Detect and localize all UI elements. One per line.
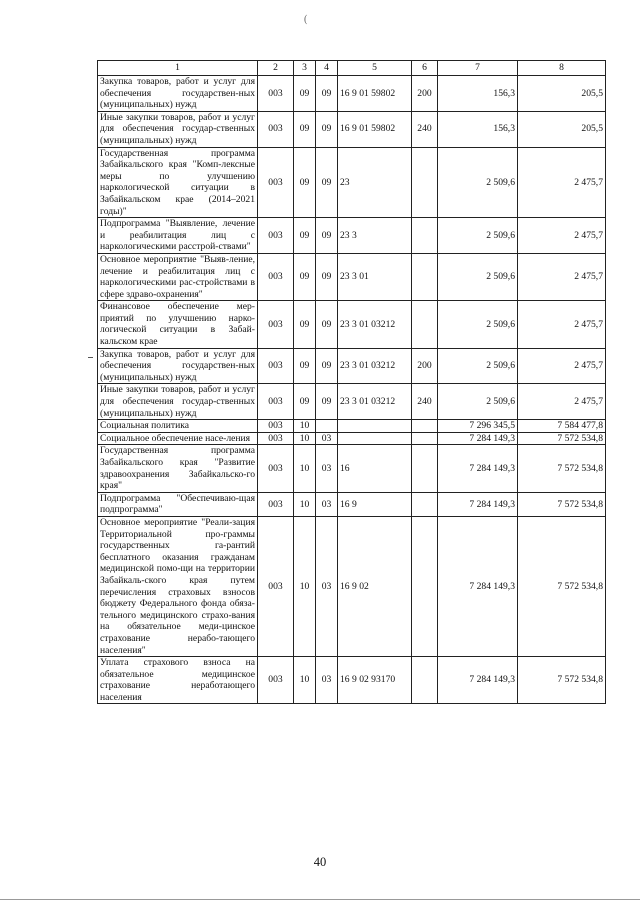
cell-sum1: 2 509,6 (438, 301, 518, 348)
cell-pr: 03 (316, 516, 338, 656)
cell-rz: 09 (294, 384, 316, 420)
cell-sum2: 7 584 477,8 (518, 420, 606, 433)
cell-rz: 09 (294, 147, 316, 218)
cell-vr (412, 147, 438, 218)
cell-rz: 10 (294, 420, 316, 433)
header-cell-name: 1 (98, 61, 258, 76)
cell-vr (412, 218, 438, 254)
cell-csr: 16 9 01 59802 (338, 111, 412, 147)
cell-name: Подпрограмма "Обеспечиваю-щая подпрограмма" (98, 492, 258, 516)
cell-sum1: 2 509,6 (438, 147, 518, 218)
cell-pr: 09 (316, 253, 338, 300)
cell-pr: 09 (316, 147, 338, 218)
cell-name: Закупка товаров, работ и услуг для обеспечения государствен-ных (муниципальных) нужд (98, 76, 258, 112)
header-cell-rz: 3 (294, 61, 316, 76)
cell-sum2: 205,5 (518, 111, 606, 147)
cell-gr: 003 (258, 301, 294, 348)
cell-pr: 09 (316, 76, 338, 112)
cell-gr: 003 (258, 384, 294, 420)
table-row (98, 445, 606, 492)
cell-name: Основное мероприятие "Реали-зация Территориальной про-граммы государственных га-рантий бесплатного оказания гражданам медицинской помо-щи на территории Забайкаль-ского края путем перечисления страховых взносов бюджету Федерального фонда обяза-тельного медицинского страхо-вания на обязательное меди-цинское страхование нерабо-тающего населения" (98, 516, 258, 656)
cell-sum1: 2 509,6 (438, 348, 518, 384)
cell-name: Основное мероприятие "Выяв-ление, лечение и реабилитация лиц с наркологическими рас-стройствами в сфере здраво-охранения" (98, 253, 258, 300)
header-cell-csr: 5 (338, 61, 412, 76)
cell-vr (412, 492, 438, 516)
cell-sum2: 2 475,7 (518, 147, 606, 218)
cell-vr: 240 (412, 111, 438, 147)
header-cell-sum1: 7 (438, 61, 518, 76)
cell-rz: 10 (294, 516, 316, 656)
cell-rz: 10 (294, 657, 316, 704)
cell-vr (412, 420, 438, 433)
cell-name: Социальная политика (98, 420, 258, 433)
cell-sum2: 2 475,7 (518, 348, 606, 384)
table-row (98, 384, 606, 420)
cell-sum2: 7 572 534,8 (518, 492, 606, 516)
cell-vr: 200 (412, 76, 438, 112)
cell-sum2: 7 572 534,8 (518, 432, 606, 445)
cell-gr: 003 (258, 657, 294, 704)
page-top-mark: ( (304, 14, 308, 25)
cell-rz: 10 (294, 445, 316, 492)
cell-name: Уплата страхового взноса на обязательное медицинское страхование неработающего населения (98, 657, 258, 704)
cell-sum1: 7 284 149,3 (438, 432, 518, 445)
cell-rz: 09 (294, 348, 316, 384)
table-row (98, 301, 606, 348)
cell-name: Государственная программа Забайкальского края "Развитие здравоохранения Забайкальско-го края" (98, 445, 258, 492)
page-number: 40 (313, 855, 327, 869)
cell-sum2: 2 475,7 (518, 218, 606, 254)
header-cell-pr: 4 (316, 61, 338, 76)
cell-csr: 23 3 (338, 218, 412, 254)
cell-csr: 23 3 01 03212 (338, 384, 412, 420)
cell-pr: 09 (316, 111, 338, 147)
cell-csr (338, 432, 412, 445)
cell-csr: 23 3 01 (338, 253, 412, 300)
cell-name: Государственная программа Забайкальского края "Комп-лексные меры по улучшению наркологической ситуации в Забайкальском крае (2014–2021 годы)" (98, 147, 258, 218)
cell-gr: 003 (258, 432, 294, 445)
cell-gr: 003 (258, 445, 294, 492)
cell-name: Иные закупки товаров, работ и услуг для обеспечения государ-ственных (муниципальных) нужд (98, 111, 258, 147)
cell-sum1: 156,3 (438, 76, 518, 112)
cell-pr (316, 420, 338, 433)
cell-pr: 09 (316, 301, 338, 348)
cell-sum1: 7 296 345,5 (438, 420, 518, 433)
cell-sum1: 7 284 149,3 (438, 657, 518, 704)
table-row (98, 348, 606, 384)
table-row (98, 111, 606, 147)
cell-name: Социальное обеспечение насе-ления (98, 432, 258, 445)
table-row (98, 147, 606, 218)
cell-rz: 10 (294, 432, 316, 445)
cell-gr: 003 (258, 516, 294, 656)
budget-table (97, 60, 606, 704)
cell-gr: 003 (258, 147, 294, 218)
cell-csr: 16 9 02 93170 (338, 657, 412, 704)
header-cell-vr: 6 (412, 61, 438, 76)
table-row (98, 657, 606, 704)
cell-rz: 09 (294, 301, 316, 348)
cell-vr: 240 (412, 384, 438, 420)
cell-sum1: 7 284 149,3 (438, 516, 518, 656)
cell-name: Иные закупки товаров, работ и услуг для обеспечения государ-ственных (муниципальных) нужд (98, 384, 258, 420)
cell-vr (412, 657, 438, 704)
cell-sum1: 7 284 149,3 (438, 445, 518, 492)
cell-pr: 09 (316, 348, 338, 384)
cell-sum1: 2 509,6 (438, 384, 518, 420)
table-row (98, 76, 606, 112)
cell-pr: 03 (316, 432, 338, 445)
cell-sum2: 205,5 (518, 76, 606, 112)
cell-csr: 16 9 01 59802 (338, 76, 412, 112)
cell-vr: 200 (412, 348, 438, 384)
cell-sum2: 2 475,7 (518, 301, 606, 348)
cell-sum1: 7 284 149,3 (438, 492, 518, 516)
cell-sum2: 2 475,7 (518, 384, 606, 420)
cell-gr: 003 (258, 111, 294, 147)
cell-sum2: 7 572 534,8 (518, 516, 606, 656)
cell-vr (412, 516, 438, 656)
scan-margin-mark (88, 357, 93, 358)
cell-rz: 10 (294, 492, 316, 516)
cell-name: Закупка товаров, работ и услуг для обеспечения государствен-ных (муниципальных) нужд (98, 348, 258, 384)
cell-sum1: 2 509,6 (438, 253, 518, 300)
cell-vr (412, 301, 438, 348)
cell-csr: 16 9 02 (338, 516, 412, 656)
cell-csr: 23 (338, 147, 412, 218)
cell-pr: 03 (316, 445, 338, 492)
cell-vr (412, 445, 438, 492)
table-row (98, 432, 606, 445)
cell-gr: 003 (258, 348, 294, 384)
cell-sum2: 2 475,7 (518, 253, 606, 300)
table-body (98, 76, 606, 704)
cell-vr (412, 432, 438, 445)
cell-csr: 16 9 (338, 492, 412, 516)
table-row (98, 253, 606, 300)
cell-pr: 03 (316, 657, 338, 704)
scan-edge-line (0, 899, 640, 900)
cell-rz: 09 (294, 76, 316, 112)
cell-csr: 23 3 01 03212 (338, 348, 412, 384)
cell-sum2: 7 572 534,8 (518, 445, 606, 492)
header-cell-gr: 2 (258, 61, 294, 76)
cell-gr: 003 (258, 76, 294, 112)
cell-csr (338, 420, 412, 433)
cell-csr: 23 3 01 03212 (338, 301, 412, 348)
cell-name: Финансовое обеспечение мер-приятий по улучшению нарко-логической ситуации в Забай-кальском крае (98, 301, 258, 348)
cell-sum1: 2 509,6 (438, 218, 518, 254)
cell-name: Подпрограмма "Выявление, лечение и реабилитация лиц с наркологическими расстрой-ствами" (98, 218, 258, 254)
table-row (98, 516, 606, 656)
cell-gr: 003 (258, 253, 294, 300)
cell-sum1: 156,3 (438, 111, 518, 147)
cell-gr: 003 (258, 492, 294, 516)
cell-csr: 16 (338, 445, 412, 492)
cell-rz: 09 (294, 218, 316, 254)
table-row (98, 420, 606, 433)
header-cell-sum2: 8 (518, 61, 606, 76)
cell-gr: 003 (258, 218, 294, 254)
cell-sum2: 7 572 534,8 (518, 657, 606, 704)
table-row (98, 218, 606, 254)
cell-rz: 09 (294, 253, 316, 300)
table-header-row (98, 61, 606, 76)
cell-gr: 003 (258, 420, 294, 433)
cell-vr (412, 253, 438, 300)
cell-pr: 03 (316, 492, 338, 516)
cell-pr: 09 (316, 384, 338, 420)
table-row (98, 492, 606, 516)
cell-rz: 09 (294, 111, 316, 147)
cell-pr: 09 (316, 218, 338, 254)
